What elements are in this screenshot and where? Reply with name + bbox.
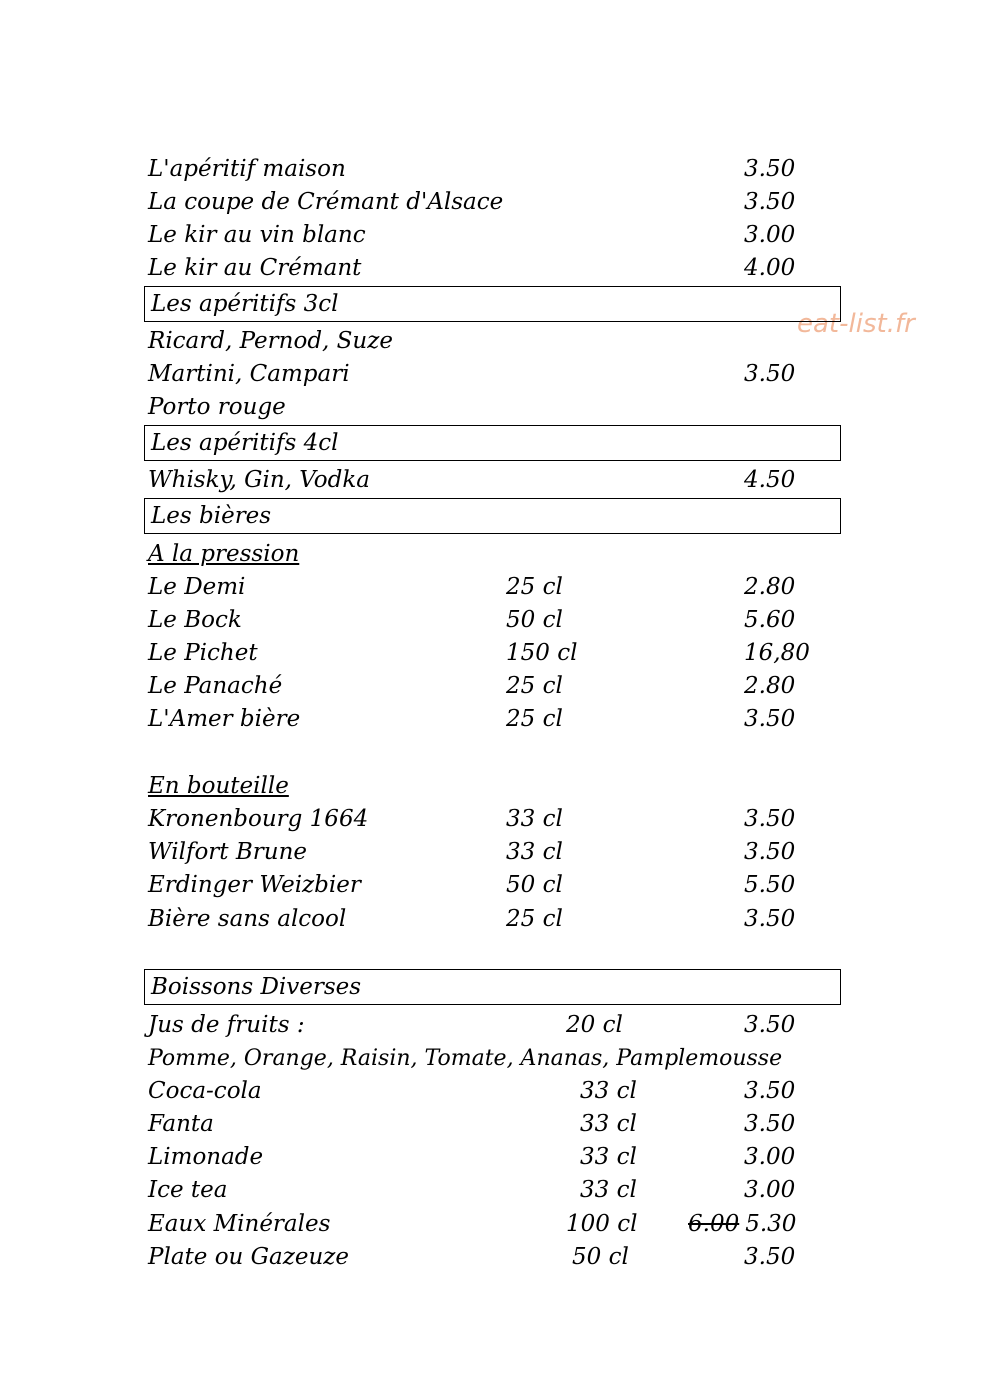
- item-price: 3.50: [744, 906, 796, 932]
- item-name: Fanta: [148, 1111, 214, 1137]
- item-price: 4.50: [744, 467, 796, 493]
- menu-item: [148, 1174, 828, 1207]
- item-price: 3.50: [744, 189, 796, 215]
- item-name: Ricard, Pernod, Suze: [148, 328, 393, 354]
- menu-item: [148, 1108, 828, 1141]
- item-name: Porto rouge: [148, 394, 286, 420]
- item-size: 33 cl: [506, 839, 563, 865]
- item-size: 50 cl: [506, 872, 563, 898]
- item-name: Bière sans alcool: [148, 906, 347, 932]
- item-price: 3.50: [744, 1012, 796, 1038]
- menu-item: [148, 803, 828, 836]
- item-name: Eaux Minérales: [148, 1211, 331, 1237]
- item-price: 3.50: [744, 1078, 796, 1104]
- item-name: Le kir au Crémant: [148, 255, 362, 281]
- menu-item: [148, 391, 286, 424]
- item-price: 5.60: [744, 607, 796, 633]
- section-header-boissons-diverses: [144, 969, 841, 1005]
- item-price: 3.50: [744, 361, 796, 387]
- section-title: Les apéritifs 3cl: [151, 291, 339, 317]
- menu-item: [148, 670, 828, 703]
- item-price: 3.50: [744, 1111, 796, 1137]
- item-price: 3.50: [744, 156, 796, 182]
- section-title: Boissons Diverses: [151, 974, 362, 1000]
- item-size: 25 cl: [506, 706, 563, 732]
- section-header-aperitifs-4cl: [144, 425, 841, 461]
- item-name: L'apéritif maison: [148, 156, 346, 182]
- item-price: 3.50: [744, 1244, 796, 1270]
- item-price: 3.50: [744, 839, 796, 865]
- item-size: 33 cl: [506, 806, 563, 832]
- section-title: Les apéritifs 4cl: [151, 430, 339, 456]
- item-price: 5.50: [744, 872, 796, 898]
- item-size: 33 cl: [580, 1078, 637, 1104]
- item-name: Coca-cola: [148, 1078, 262, 1104]
- menu-item: [148, 869, 828, 902]
- menu-item: [148, 358, 828, 391]
- item-name: Kronenbourg 1664: [148, 806, 369, 832]
- item-price: 3.50: [744, 806, 796, 832]
- item-size: 33 cl: [580, 1144, 637, 1170]
- item-size: 33 cl: [580, 1177, 637, 1203]
- item-name: Wilfort Brune: [148, 839, 307, 865]
- item-name: Le Demi: [148, 574, 246, 600]
- item-size: 50 cl: [506, 607, 563, 633]
- menu-item: [148, 836, 828, 869]
- menu-item: [148, 637, 828, 670]
- old-price: 6.00: [688, 1211, 740, 1237]
- item-name: Le Bock: [148, 607, 242, 633]
- item-name: Le Pichet: [148, 640, 258, 666]
- item-price: 3.50: [744, 706, 796, 732]
- menu-item: [148, 703, 828, 736]
- section-header-aperitifs-3cl: [144, 286, 841, 322]
- item-price: 3.00: [744, 1144, 796, 1170]
- menu-item: [148, 1075, 828, 1108]
- item-name: Le Panaché: [148, 673, 283, 699]
- menu-item: [148, 903, 828, 936]
- menu-item: [148, 1241, 828, 1274]
- menu-item: [148, 1009, 828, 1042]
- price-group: [688, 1208, 796, 1241]
- item-name: Whisky, Gin, Vodka: [148, 467, 370, 493]
- menu-item: [148, 604, 828, 637]
- watermark: eat-list.fr: [797, 309, 915, 339]
- item-size: 50 cl: [572, 1244, 629, 1270]
- item-price: 16,80: [744, 640, 810, 666]
- item-size: 25 cl: [506, 574, 563, 600]
- item-name: Plate ou Gazeuze: [148, 1244, 350, 1270]
- item-name: Erdinger Weizbier: [148, 872, 361, 898]
- item-size: 33 cl: [580, 1111, 637, 1137]
- menu-item: [148, 186, 828, 219]
- item-name: Le kir au vin blanc: [148, 222, 366, 248]
- subsection-title-bouteille: En bouteille: [148, 773, 289, 799]
- item-price: 2.80: [744, 574, 796, 600]
- item-price: 3.00: [744, 222, 796, 248]
- item-name: Limonade: [148, 1144, 264, 1170]
- menu-item: [148, 219, 828, 252]
- item-price: 2.80: [744, 673, 796, 699]
- juice-flavors: Pomme, Orange, Raisin, Tomate, Ananas, Pamplemousse: [148, 1046, 783, 1071]
- section-header-bieres: [144, 498, 841, 534]
- item-size: 25 cl: [506, 906, 563, 932]
- item-size: 25 cl: [506, 673, 563, 699]
- item-size: 150 cl: [506, 640, 578, 666]
- menu-item: [148, 571, 828, 604]
- menu-item: [148, 252, 828, 285]
- section-title: Les bières: [151, 503, 272, 529]
- menu-item: [148, 1141, 828, 1174]
- item-price: 3.00: [744, 1177, 796, 1203]
- menu-item: [148, 464, 828, 497]
- item-name: Jus de fruits :: [148, 1012, 305, 1038]
- menu-item: [148, 1208, 828, 1241]
- item-price: 5.30: [745, 1211, 797, 1237]
- item-name: L'Amer bière: [148, 706, 301, 732]
- item-name: Martini, Campari: [148, 361, 350, 387]
- item-name: La coupe de Crémant d'Alsace: [148, 189, 504, 215]
- subsection-title-pression: A la pression: [148, 541, 300, 567]
- menu-item: [148, 153, 828, 186]
- item-size: 100 cl: [566, 1211, 638, 1237]
- item-price: 4.00: [744, 255, 796, 281]
- menu-item: [148, 325, 393, 358]
- item-name: Ice tea: [148, 1177, 228, 1203]
- item-size: 20 cl: [566, 1012, 623, 1038]
